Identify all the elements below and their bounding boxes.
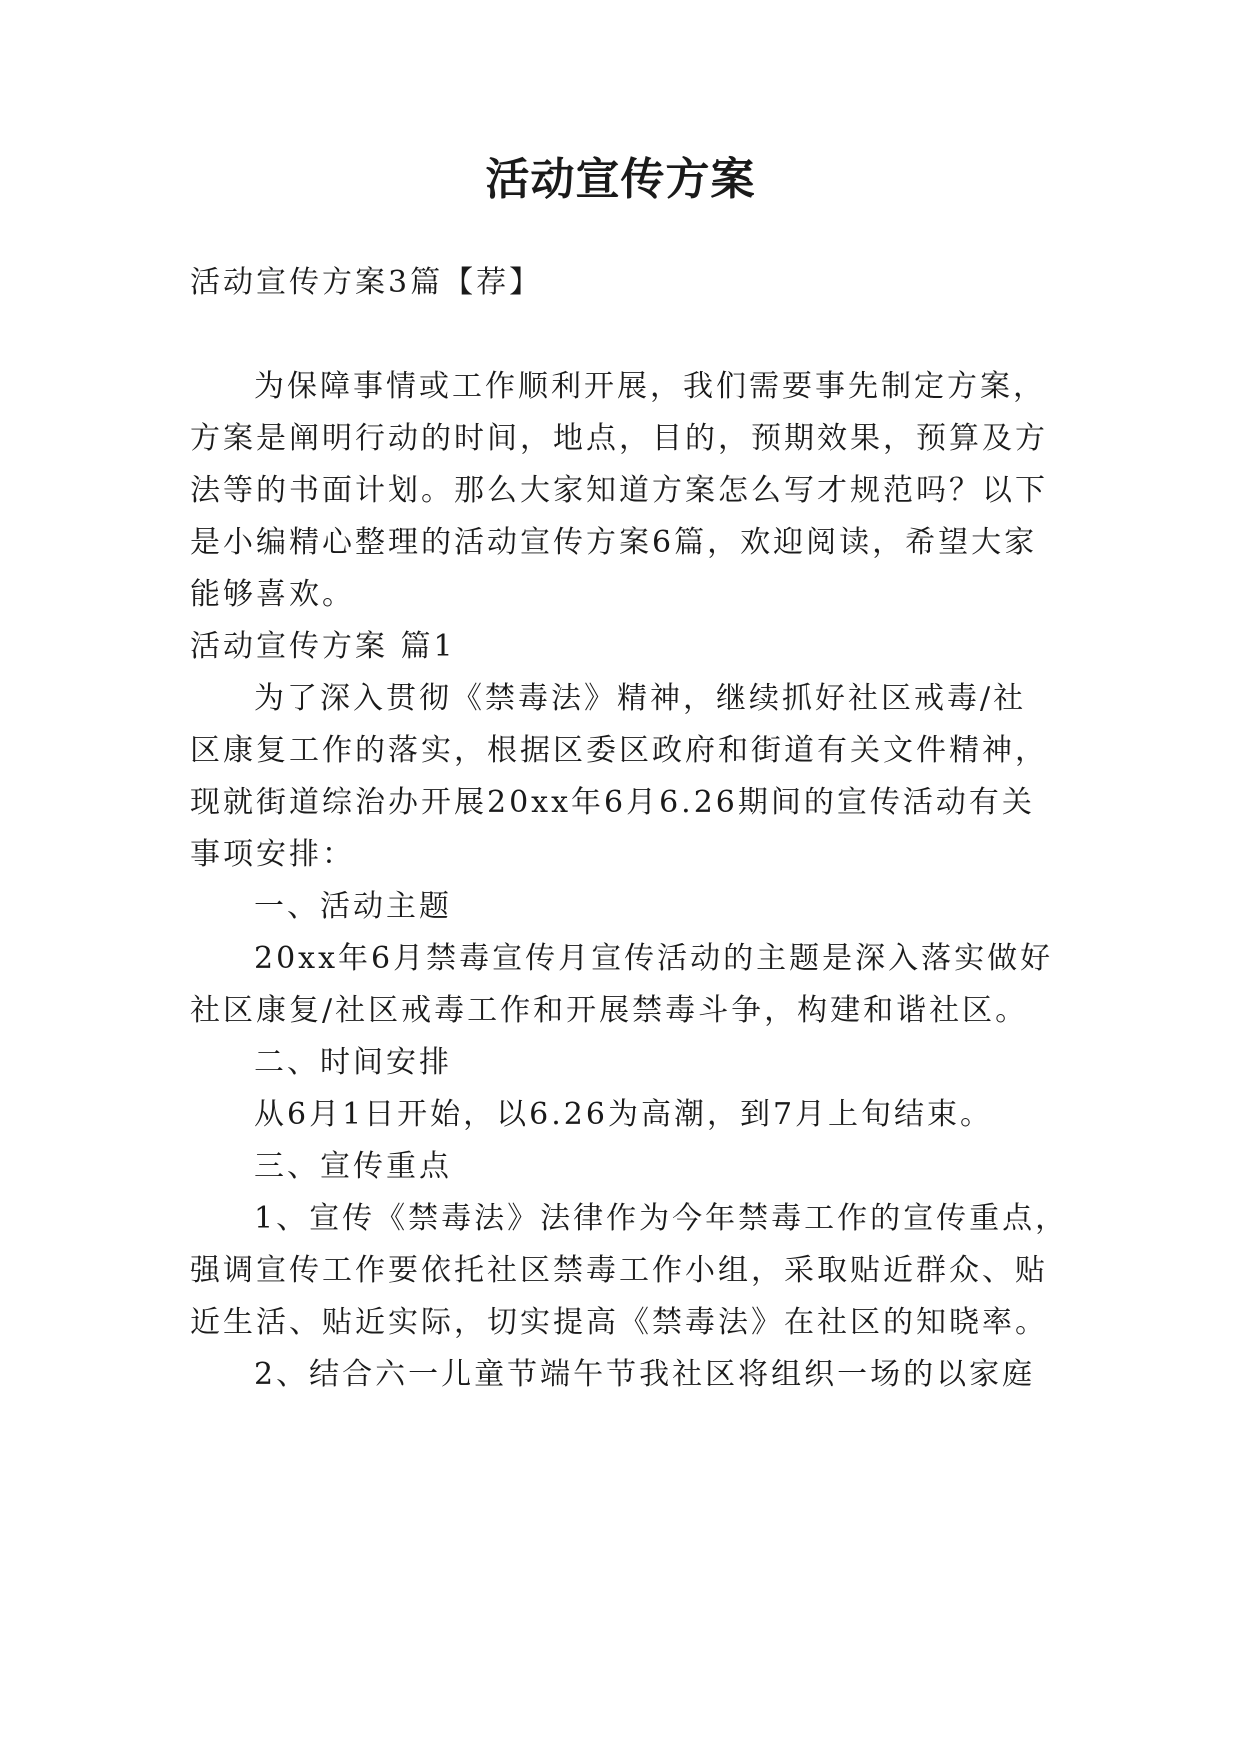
document-subtitle: 活动宣传方案3篇【荐】 (190, 265, 543, 300)
paragraph-line: 2、结合六一儿童节端午节我社区将组织一场的以家庭 (254, 1357, 1036, 1392)
subsection-heading: 一、活动主题 (254, 889, 452, 924)
paragraph-line: 区康复工作的落实，根据区委区政府和街道有关文件精神， (190, 733, 1048, 768)
paragraph-line: 法等的书面计划。那么大家知道方案怎么写才规范吗？以下 (190, 473, 1048, 508)
document-title: 活动宣传方案 (485, 154, 756, 205)
paragraph-line: 强调宣传工作要依托社区禁毒工作小组，采取贴近群众、贴 (190, 1253, 1048, 1288)
paragraph-line: 1、宣传《禁毒法》法律作为今年禁毒工作的宣传重点， (254, 1201, 1069, 1236)
paragraph-line: 从6月1日开始，以6.26为高潮，到7月上旬结束。 (254, 1097, 994, 1132)
paragraph-line: 近生活、贴近实际，切实提高《禁毒法》在社区的知晓率。 (190, 1305, 1048, 1340)
paragraph-line: 现就街道综治办开展20xx年6月6.26期间的宣传活动有关 (190, 785, 1035, 820)
paragraph-line: 是小编精心整理的活动宣传方案6篇，欢迎阅读，希望大家 (190, 525, 1038, 560)
paragraph-line: 事项安排： (190, 837, 355, 872)
subsection-heading: 三、宣传重点 (254, 1149, 452, 1184)
paragraph-line: 为保障事情或工作顺利开展，我们需要事先制定方案， (254, 369, 1046, 404)
paragraph-line: 能够喜欢。 (190, 577, 355, 612)
paragraph-line: 社区康复/社区戒毒工作和开展禁毒斗争，构建和谐社区。 (190, 993, 1029, 1028)
subsection-heading: 二、时间安排 (254, 1045, 452, 1080)
paragraph-line: 方案是阐明行动的时间，地点，目的，预期效果，预算及方 (190, 421, 1048, 456)
paragraph-line: 20xx年6月禁毒宣传月宣传活动的主题是深入落实做好 (254, 941, 1054, 976)
section-heading: 活动宣传方案 篇1 (190, 629, 456, 664)
paragraph-line: 为了深入贯彻《禁毒法》精神，继续抓好社区戒毒/社 (254, 681, 1027, 716)
